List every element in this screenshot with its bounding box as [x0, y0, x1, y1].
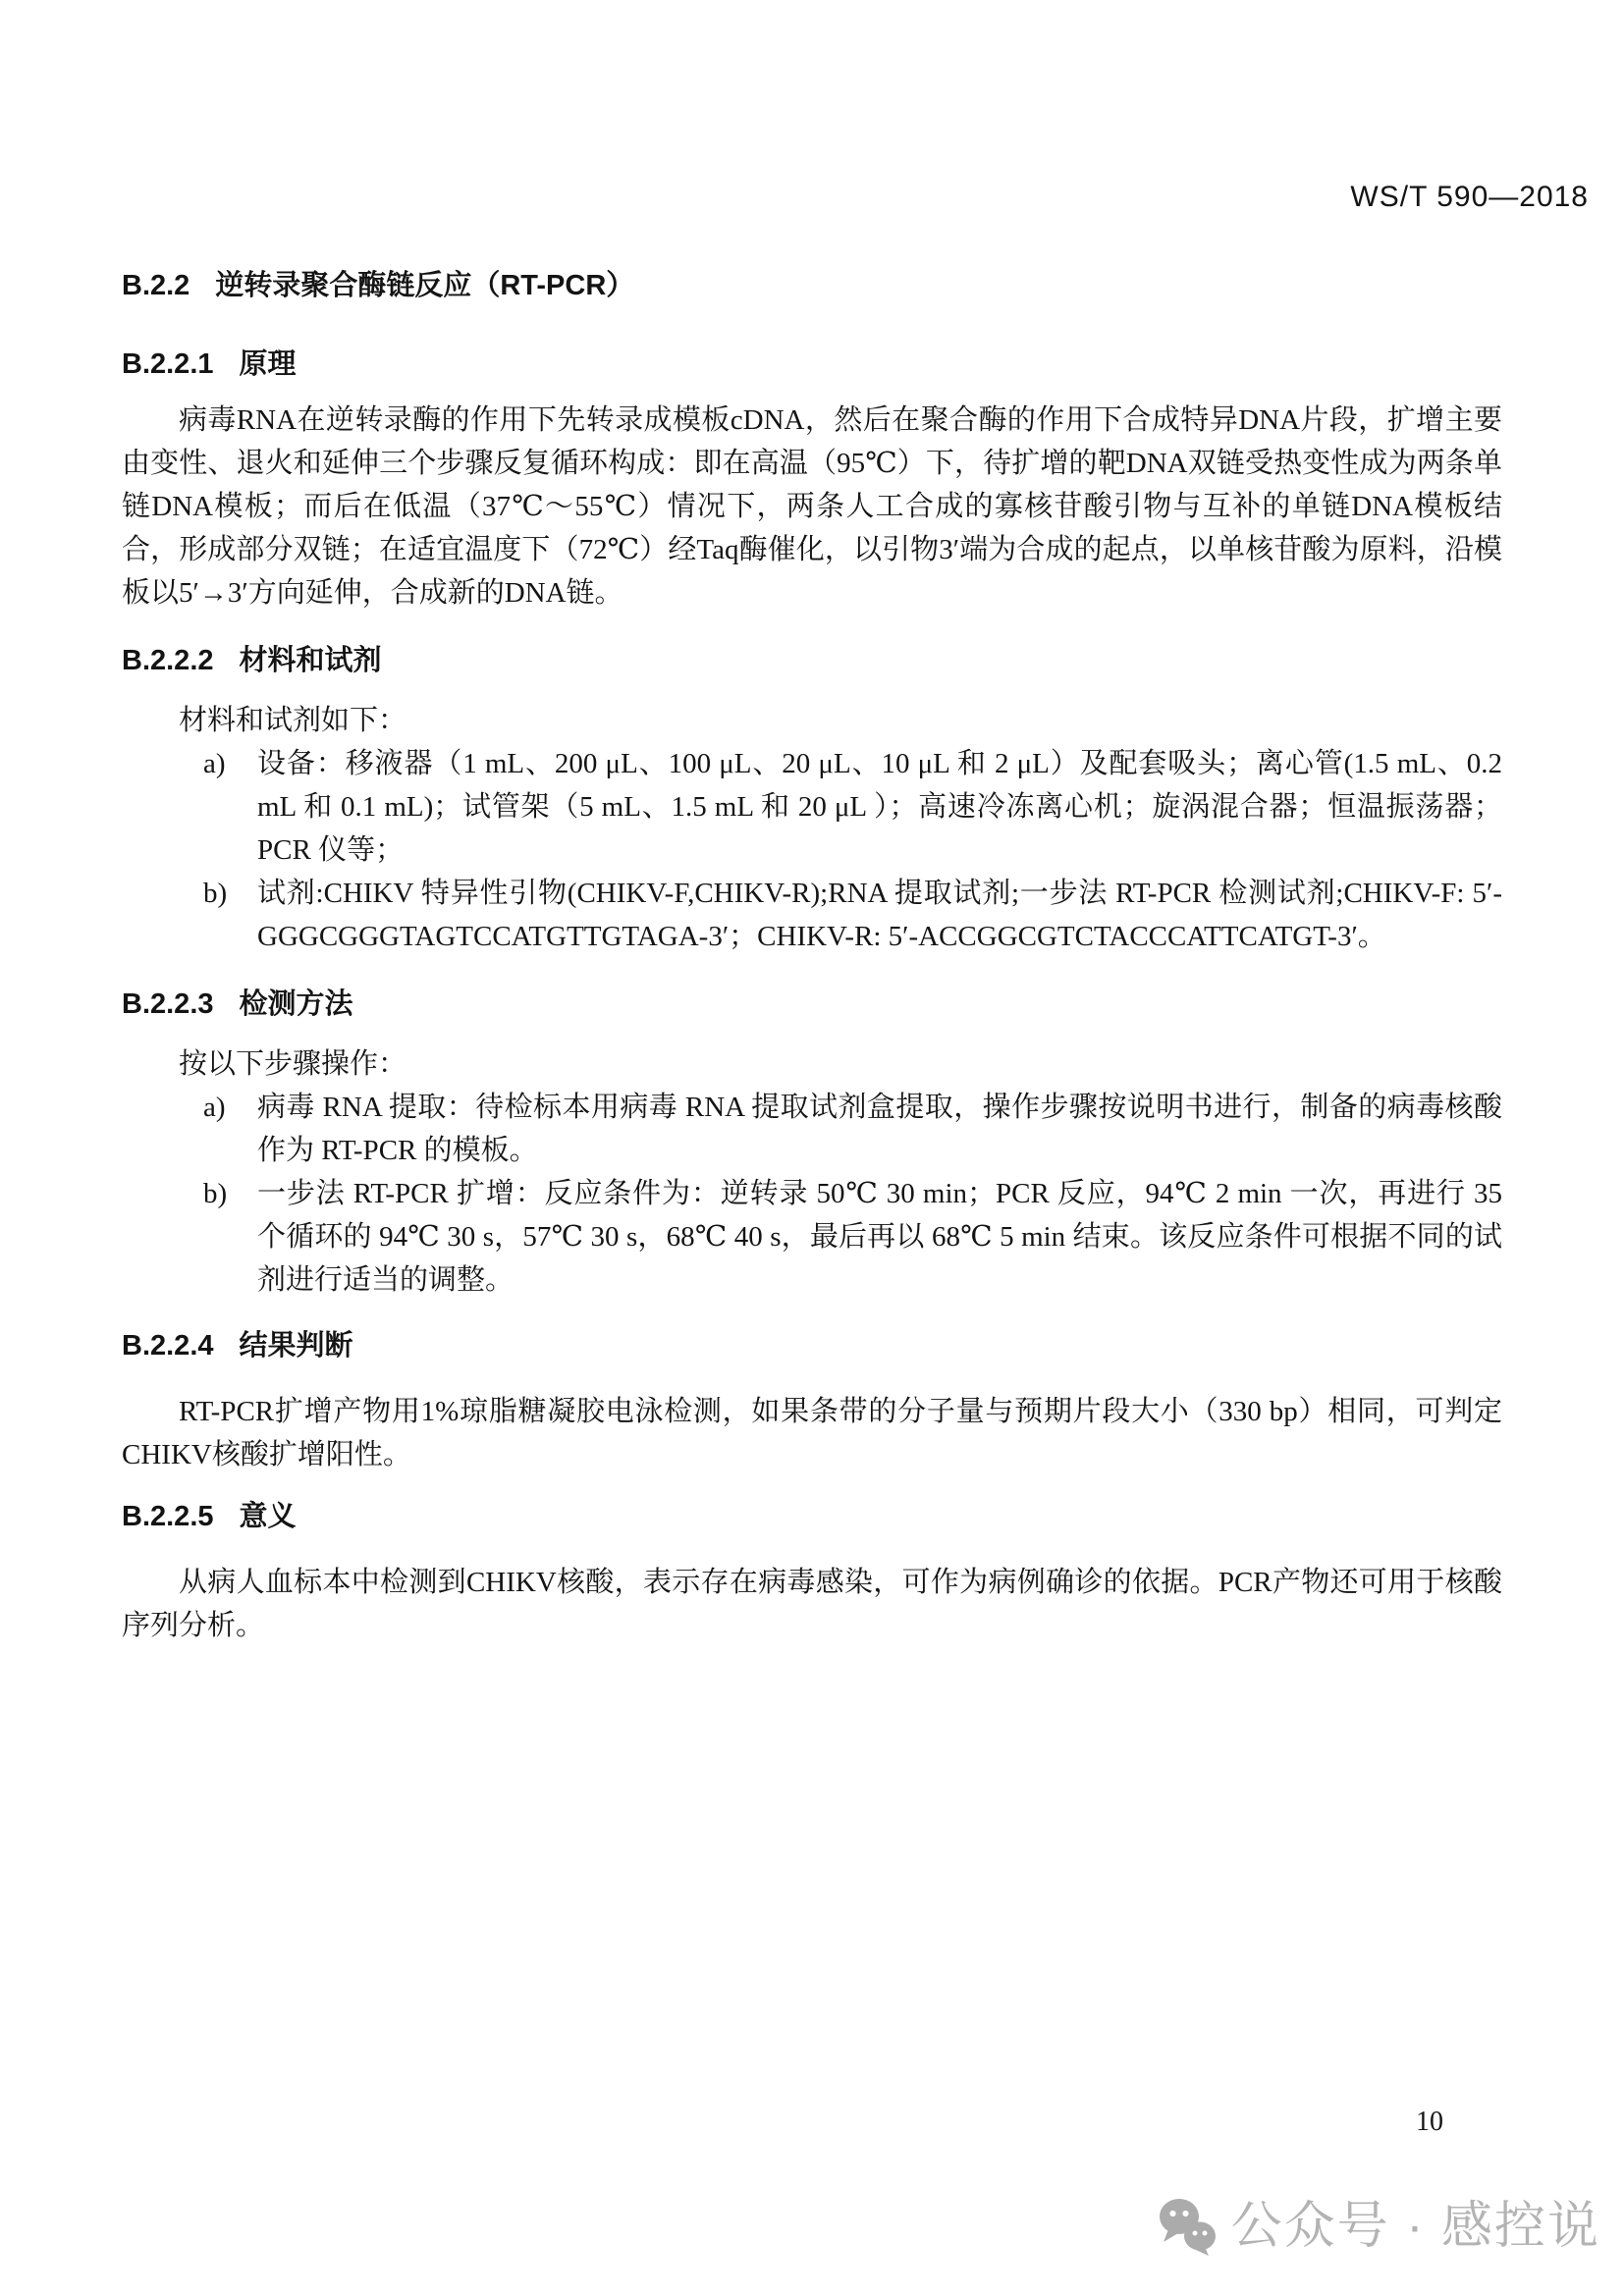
- section-heading-b2223: [122, 988, 1502, 1021]
- watermark-text: 公众号 · 感控说: [1230, 2198, 1600, 2255]
- section-title: 结果判断: [239, 1330, 353, 1362]
- wechat-watermark: [1157, 2197, 1600, 2256]
- section-title: 原理: [239, 348, 297, 380]
- list-item-label: b): [203, 1178, 228, 1209]
- section-title: 检测方法: [239, 988, 353, 1020]
- materials-list: [122, 742, 1502, 958]
- list-item-text: 病毒 RNA 提取：待检标本用病毒 RNA 提取试剂盒提取，操作步骤按说明书进行，制备的病毒核酸作为 RT-PCR 的模板。: [257, 1092, 1502, 1166]
- significance-paragraph: 从病人血标本中检测到CHIKV核酸，表示存在病毒感染，可作为病例确诊的依据。PCR产物还可用于核酸序列分析。: [122, 1567, 1502, 1641]
- list-item-label: b): [203, 878, 228, 909]
- section-title: 材料和试剂: [239, 645, 382, 676]
- section-number: B.2.2.3: [122, 988, 214, 1020]
- section-number: B.2.2.5: [122, 1501, 214, 1532]
- section-title: 逆转录聚合酶链反应（RT-PCR）: [215, 270, 635, 301]
- list-item-label: a): [203, 748, 226, 779]
- method-steps-list: [122, 1086, 1502, 1302]
- section-number: B.2.2: [122, 270, 190, 301]
- section-number: B.2.2.2: [122, 645, 214, 676]
- list-item-text: 试剂:CHIKV 特异性引物(CHIKV-F,CHIKV-R);RNA 提取试剂;一步法 RT-PCR 检测试剂;CHIKV-F: 5′-GGGCGGGTAGTCCATGTTGTAGA-3′；CHIKV-R: 5′-ACCGGCGTCTACCCATTCATGT-3′。: [257, 878, 1502, 952]
- wechat-icon: [1157, 2197, 1218, 2256]
- principle-paragraph: 病毒RNA在逆转录酶的作用下先转录成模板cDNA，然后在聚合酶的作用下合成特异DNA片段，扩增主要由变性、退火和延伸三个步骤反复循环构成：即在高温（95℃）下，待扩增的靶DNA双链受热变性成为两条单链DNA模板；而后在低温（37℃～55℃）情况下，两条人工合成的寡核苷酸引物与互补的单链DNA模板结合，形成部分双链；在适宜温度下（72℃）经Taq酶催化，以引物3′端为合成的起点，以单核苷酸为原料，沿模板以5′→3′方向延伸，合成新的DNA链。: [122, 404, 1502, 609]
- section-heading-b222: [122, 269, 1502, 302]
- list-item: [122, 742, 1502, 872]
- section-heading-b2222: [122, 644, 1502, 677]
- section-heading-b2224: [122, 1329, 1502, 1362]
- list-item-label: a): [203, 1092, 226, 1123]
- section-number: B.2.2.4: [122, 1330, 214, 1362]
- standard-code-header: WS/T 590—2018: [1350, 181, 1589, 213]
- section-heading-b2221: [122, 347, 1502, 381]
- materials-intro: 材料和试剂如下：: [179, 705, 407, 736]
- list-item-text: 一步法 RT-PCR 扩增：反应条件为：逆转录 50℃ 30 min；PCR 反应，94℃ 2 min 一次，再进行 35 个循环的 94℃ 30 s，57℃ 30 s，68℃ 40 s，最后再以 68℃ 5 min 结束。该反应条件可根据不同的试剂进行适当的调整。: [257, 1178, 1502, 1296]
- list-item: [122, 1086, 1502, 1172]
- page-content: [0, 269, 1624, 1647]
- page-number: 10: [1416, 2107, 1443, 2137]
- section-number: B.2.2.1: [122, 348, 214, 380]
- method-intro: 按以下步骤操作：: [179, 1048, 407, 1080]
- result-judgement-paragraph: RT-PCR扩增产物用1%琼脂糖凝胶电泳检测，如果条带的分子量与预期片段大小（330 bp）相同，可判定CHIKV核酸扩增阳性。: [122, 1396, 1502, 1470]
- section-heading-b2225: [122, 1500, 1502, 1533]
- list-item: [122, 872, 1502, 958]
- section-title: 意义: [239, 1501, 297, 1532]
- list-item-text: 设备：移液器（1 mL、200 μL、100 μL、20 μL、10 μL 和 2 μL）及配套吸头；离心管(1.5 mL、0.2 mL 和 0.1 mL)；试管架（5 mL、1.5 mL 和 20 μL ）；高速冷冻离心机；旋涡混合器；恒温振荡器；PCR 仪等；: [257, 748, 1502, 866]
- list-item: [122, 1172, 1502, 1302]
